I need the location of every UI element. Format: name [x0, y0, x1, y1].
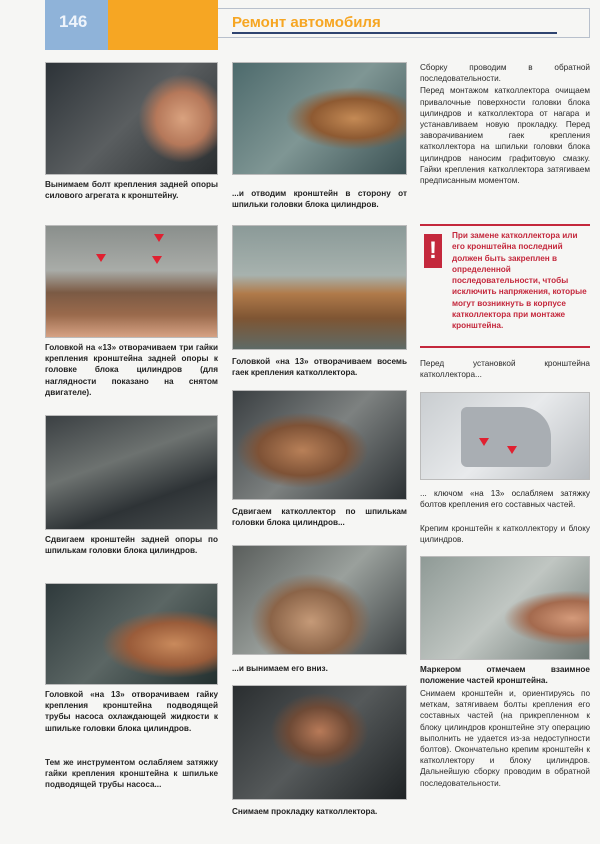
photo-bracket-part — [420, 392, 590, 480]
paragraph: Перед установкой кронштейна катколлектора... — [420, 359, 590, 380]
photo-marker — [420, 556, 590, 660]
caption: ... ключом «на 13» ослабляем затяжку болтов крепления его составных частей. — [420, 489, 590, 510]
paragraph: Перед монтажом катколлектора очищаем привалочные поверхности головки блока цилиндров и катколлектора от нагара и устанавливаем новую прокладку. Перед заворачиванием гаек крепления катколлектора на шпильки головки блока цилиндров наносим графитовую смазку. Гайки крепления катколлектора затягиваем предписанным моментом. — [420, 86, 590, 186]
red-arrow-marker — [479, 438, 489, 446]
warning-box — [420, 224, 590, 348]
page-number: 146 — [45, 0, 108, 50]
bracket-shape — [461, 407, 551, 467]
caption: ...и отводим кронштейн в сторону от шпильки головки блока цилиндров. — [232, 189, 407, 210]
photo-slide-manifold — [232, 390, 407, 500]
header-orange-band — [108, 0, 218, 50]
paragraph: Тем же инструментом ослабляем затяжку гайки крепления кронштейна к шпильке подводящей трубы насоса... — [45, 758, 218, 790]
photo-pump-pipe-nut — [45, 583, 218, 685]
caption: Головкой «на 13» отворачиваем восемь гаек крепления катколлектора. — [232, 357, 407, 378]
caption: Вынимаем болт крепления задней опоры силового агрегата к кронштейну. — [45, 180, 218, 201]
paragraph: Снимаем кронштейн и, ориентируясь по меткам, затягиваем болты крепления его составных частей (на прикрепленном к блоку цилиндров кронштейне эту операцию выполнить не удается из-за недоступности болтов). Окончательно крепим кронштейн к катколлектору и блоку цилиндров. Дальнейшую сборку проводим в обратной последовательности. — [420, 689, 590, 788]
caption: Маркером отмечаем взаимное положение частей кронштейна. — [420, 665, 590, 686]
header-underline — [232, 32, 557, 34]
photo-gasket — [232, 685, 407, 800]
photo-manifold-nuts — [232, 225, 407, 350]
photo-remove-manifold — [232, 545, 407, 655]
caption: Головкой «на 13» отворачиваем гайку крепления кронштейна подводящей трубы насоса охлаждающей жидкости к шпильке головки блока цилиндров. — [45, 690, 218, 733]
caption: Головкой на «13» отворачиваем три гайки крепления кронштейна задней опоры к головке блока цилиндров (для наглядности показано на снятом двигателе). — [45, 343, 218, 397]
photo-move-bracket — [232, 62, 407, 175]
red-arrow-marker — [507, 446, 517, 454]
photo-bracket-nuts — [45, 225, 218, 338]
warning-text: При замене катколлектора или его кронштейна последний должен быть закреплен в определенной последовательности, чтобы исключить напряжения, которые могут возникнуть в корпусе катколлектора при монтаже кронштейна. — [452, 231, 587, 331]
section-title: Ремонт автомобиля — [232, 14, 381, 31]
caption: ...и вынимаем его вниз. — [232, 664, 328, 673]
paragraph: Крепим кронштейн к катколлектору и блоку цилиндров. — [420, 524, 590, 545]
caption: Сдвигаем катколлектор по шпилькам головки блока цилиндров... — [232, 507, 407, 528]
photo-bolt-removal — [45, 62, 218, 175]
red-arrow-marker — [96, 254, 106, 262]
exclamation-icon: ! — [424, 234, 442, 268]
assembly-text — [420, 62, 590, 187]
red-arrow-marker — [152, 256, 162, 264]
caption: Снимаем прокладку катколлектора. — [232, 807, 378, 816]
photo-shift-bracket — [45, 415, 218, 530]
paragraph: Сборку проводим в обратной последовательности. — [420, 63, 590, 84]
caption: Сдвигаем кронштейн задней опоры по шпилькам головки блока цилиндров. — [45, 535, 218, 556]
red-arrow-marker — [154, 234, 164, 242]
